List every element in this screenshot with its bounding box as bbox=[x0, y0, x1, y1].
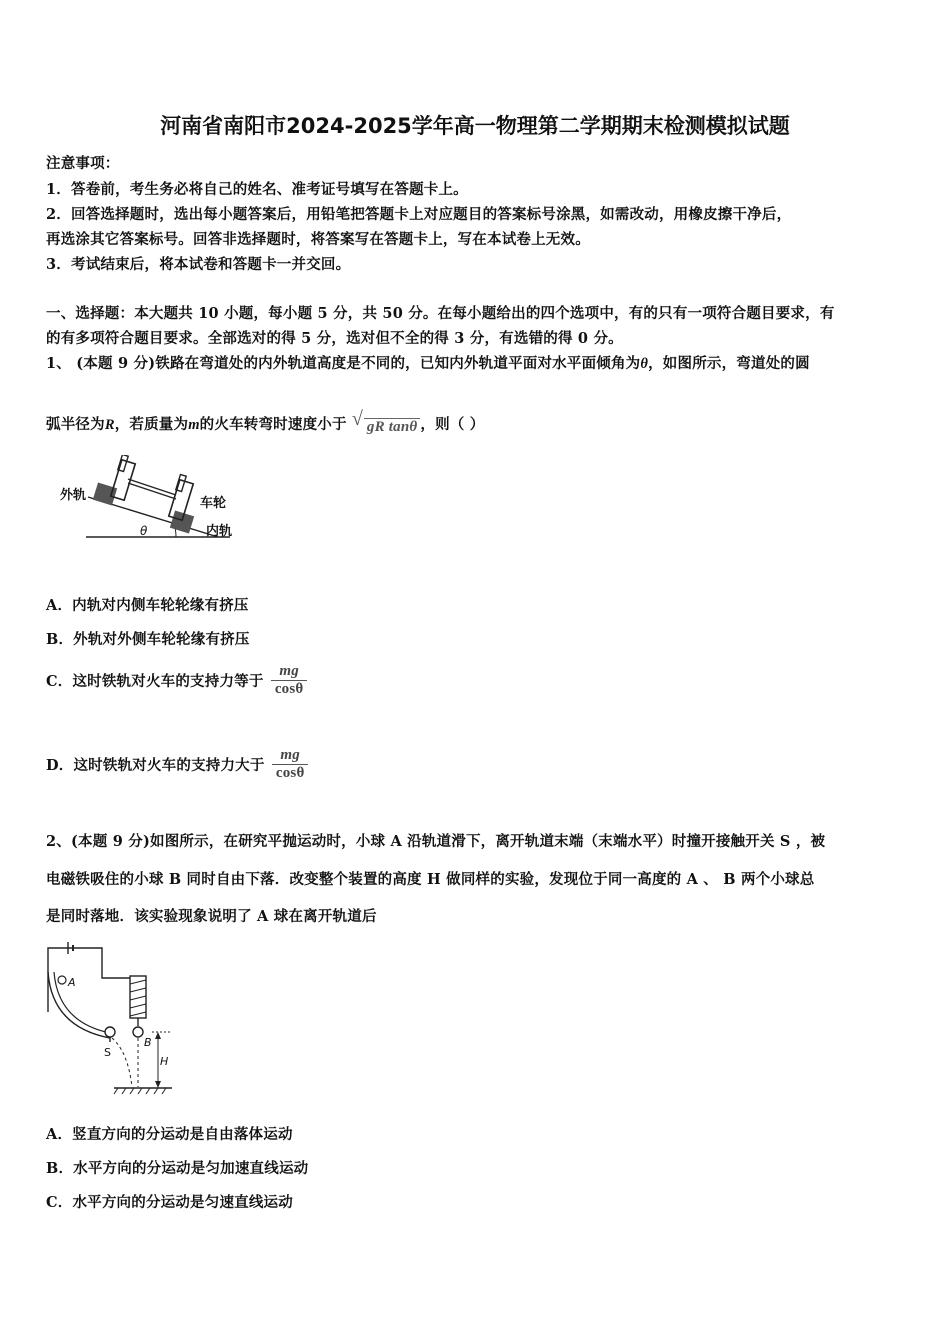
question-2-stem-cont: 电磁铁吸住的小球 B 同时自由下落．改变整个装置的高度 H 做同样的实验，发现位于同一高度的 A 、 B 两个小球总 bbox=[46, 871, 815, 888]
notice-heading: 注意事项： bbox=[46, 155, 120, 172]
notice-item: 3．考试结束后，将本试卷和答题卡一并交回。 bbox=[46, 256, 351, 273]
question-2-stem: 2、(本题 9 分)如图所示，在研究平抛运动时，小球 A 沿轨道滑下，离开轨道末端（末端水平）时撞开接触开关 S ，被 bbox=[46, 833, 826, 850]
theta-symbol: θ bbox=[640, 356, 649, 372]
fraction: $\frac{mg}{\cos\theta}$ bbox=[271, 663, 308, 698]
ball-b-label: B bbox=[144, 1036, 152, 1049]
question-number: 2、 bbox=[46, 833, 71, 850]
question-number: 1、 bbox=[46, 355, 71, 372]
question-2-stem-cont: 是同时落地．该实验现象说明了 A 球在离开轨道后 bbox=[46, 908, 377, 925]
q1-option-b[interactable]: B．外轨对外侧车轮轮缘有挤压 bbox=[46, 631, 250, 648]
question-tag: (本题 9 分) bbox=[76, 355, 156, 372]
angle-label: θ bbox=[140, 524, 148, 538]
question-1-stem-cont: 弧半径为R，若质量为m的火车转弯时速度小于 √ gR tanθ ，则（ ） bbox=[46, 408, 485, 435]
rail-cross-section-figure bbox=[58, 455, 248, 545]
page-title: 河南省南阳市2024-2025学年高一物理第二学期期末检测模拟试题 bbox=[160, 114, 790, 138]
fraction: $\frac{mg}{\cos\theta}$ bbox=[272, 747, 309, 782]
q2-option-a[interactable]: A．竖直方向的分运动是自由落体运动 bbox=[46, 1126, 293, 1143]
q1-option-c[interactable]: C．这时铁轨对火车的支持力等于 $\frac{mg}{\cos\theta}$ bbox=[46, 663, 307, 698]
section-instructions: 一、选择题：本大题共 10 小题，每小题 5 分，共 50 分。在每小题给出的四个选项中，有的只有一项符合题目要求，有 bbox=[46, 305, 835, 322]
inner-rail-label: 内轨 bbox=[206, 524, 233, 539]
sqrt-expression: √ gR tanθ bbox=[352, 418, 420, 436]
notice-item: 再选涂其它答案标号。回答非选择题时，将答案写在答题卡上，写在本试卷上无效。 bbox=[46, 231, 590, 248]
ball-a-label: A bbox=[68, 976, 76, 989]
question-tag: (本题 9 分) bbox=[71, 833, 151, 850]
q2-option-c[interactable]: C．水平方向的分运动是匀速直线运动 bbox=[46, 1194, 293, 1211]
height-label: H bbox=[160, 1055, 169, 1068]
projectile-apparatus-figure bbox=[40, 942, 180, 1097]
wheel-label: 车轮 bbox=[200, 496, 227, 511]
question-1-stem: 1、 (本题 9 分)铁路在弯道处的内外轨道高度是不同的，已知内外轨道平面对水平面倾角为θ，如图所示，弯道处的圆 bbox=[46, 355, 810, 372]
outer-rail-label: 外轨 bbox=[60, 488, 87, 503]
switch-s-label: S bbox=[104, 1046, 111, 1059]
section-instructions: 的有多项符合题目要求。全部选对的得 5 分，选对但不全的得 3 分，有选错的得 0 分。 bbox=[46, 330, 623, 347]
q1-option-a[interactable]: A．内轨对内侧车轮轮缘有挤压 bbox=[46, 597, 249, 614]
q1-option-d[interactable]: D．这时铁轨对火车的支持力大于 $\frac{mg}{\cos\theta}$ bbox=[46, 747, 308, 782]
q2-option-b[interactable]: B．水平方向的分运动是匀加速直线运动 bbox=[46, 1160, 309, 1177]
notice-item: 1．答卷前，考生务必将自己的姓名、准考证号填写在答题卡上。 bbox=[46, 181, 468, 198]
notice-item: 2．回答选择题时，选出每小题答案后，用铅笔把答题卡上对应题目的答案标号涂黑，如需改动，用橡皮擦干净后， bbox=[46, 206, 792, 223]
